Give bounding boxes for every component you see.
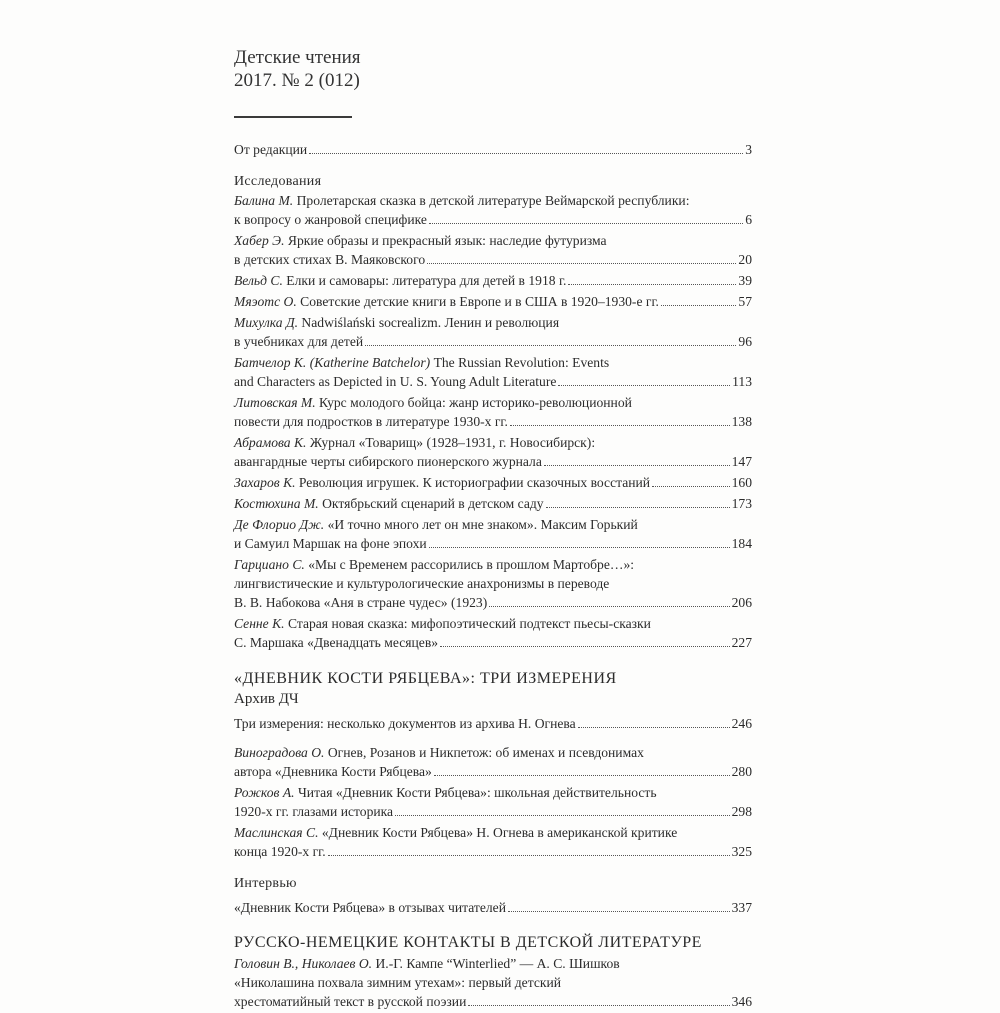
entry-title: Курс молодого бойца: жанр историко-революционной (319, 395, 632, 410)
dot-leader (652, 485, 730, 487)
entry-title: Читая «Дневник Кости Рябцева»: школьная действительность (297, 785, 657, 800)
toc-entry[interactable] (234, 313, 752, 351)
dot-leader (661, 304, 737, 306)
entry-author: Хабер Э. (234, 233, 285, 248)
dot-leader (508, 910, 730, 912)
page-number: 173 (731, 496, 752, 511)
dot-leader (578, 726, 730, 728)
page-number: 184 (731, 536, 752, 551)
entry-title: Яркие образы и прекрасный язык: наследие футуризма (287, 233, 607, 248)
entry-title: И.-Г. Кампе “Winterlied” — А. С. Шишков (375, 956, 620, 971)
page-number: 298 (731, 804, 752, 819)
entry-title: Nadwiślański socrealizm. Ленин и революция (301, 315, 560, 330)
entry-author: Литовская М. (234, 395, 316, 410)
entry-title-cont: авангардные черты сибирского пионерского журнала (234, 454, 542, 469)
entry-author: Батчелор К. (Katherine Batchelor) (234, 355, 431, 370)
entry-author: Маслинская С. (234, 825, 319, 840)
toc-entry-archive[interactable] (234, 714, 752, 733)
toc-entry[interactable] (234, 614, 752, 652)
dot-leader (328, 854, 730, 856)
entry-title-cont: в учебниках для детей (234, 334, 364, 349)
toc-entry[interactable] (234, 515, 752, 553)
entry-title: Октябрьский сценарий в детском саду (322, 496, 544, 511)
page-number: 6 (745, 212, 752, 227)
entry-author: Де Флорио Дж. (234, 517, 325, 532)
toc-entry[interactable] (234, 555, 752, 612)
entry-author: Рожков А. (234, 785, 295, 800)
section-heading-research: Исследования (234, 174, 322, 189)
entry-title-cont: в детских стихах В. Маяковского (234, 252, 426, 267)
dot-leader (544, 464, 730, 466)
entry-title-cont: and Characters as Depicted in U. S. Young Adult Literature (234, 374, 557, 389)
entry-title-cont: В. В. Набокова «Аня в стране чудес» (1923) (234, 595, 488, 610)
entry-title-cont: лингвистические и культурологические анахронизмы в переводе (234, 576, 610, 591)
entry-author: Балина М. (234, 193, 294, 208)
dot-leader (568, 283, 736, 285)
entry-author: Сенне К. (234, 616, 285, 631)
entry-author: Виноградова О. (234, 745, 325, 760)
toc-entry[interactable] (234, 473, 752, 492)
dot-leader (489, 605, 729, 607)
page-number: 39 (738, 273, 752, 288)
entry-author: Михулка Д. (234, 315, 299, 330)
dot-leader (546, 506, 730, 508)
entry-title-cont: и Самуил Маршак на фоне эпохи (234, 536, 427, 551)
entry-author: Костюхина М. (234, 496, 319, 511)
entry-title: «И точно много лет он мне знаком». Максим Горький (327, 517, 638, 532)
page-number: 96 (738, 334, 752, 349)
entry-author: Гарциано С. (234, 557, 305, 572)
dot-leader (440, 645, 730, 647)
entry-title: Революция игрушек. К историографии сказочных восстаний (298, 475, 651, 490)
toc-entry[interactable] (234, 271, 752, 290)
dot-leader (434, 774, 730, 776)
page-number: 147 (731, 454, 752, 469)
page-number: 246 (731, 716, 752, 731)
page-number: 280 (731, 764, 752, 779)
entry-title: Елки и самовары: литература для детей в 1918 г. (286, 273, 567, 288)
entry-title-cont: хрестоматийный текст в русской поэзии (234, 994, 467, 1009)
entry-title: Пролетарская сказка в детской литературе Веймарской республики: (296, 193, 690, 208)
journal-issue: 2017. № 2 (012) (234, 70, 360, 91)
dot-leader (429, 546, 730, 548)
entry-title-cont: конца 1920-х гг. (234, 844, 326, 859)
toc-entry[interactable] (234, 353, 752, 391)
section-heading-contacts: РУССКО-НЕМЕЦКИЕ КОНТАКТЫ В ДЕТСКОЙ ЛИТЕРАТУРЕ (234, 934, 702, 951)
page-number: 3 (745, 142, 752, 157)
section-heading-diary: «ДНЕВНИК КОСТИ РЯБЦЕВА»: ТРИ ИЗМЕРЕНИЯ (234, 670, 617, 687)
page-number: 346 (731, 994, 752, 1009)
toc-entry[interactable] (234, 231, 752, 269)
toc-entry[interactable] (234, 783, 752, 821)
journal-title: Детские чтения (234, 47, 361, 68)
dot-leader (365, 344, 736, 346)
entry-author: Головин В., Николаев О. (234, 956, 373, 971)
toc-entry-editorial[interactable] (234, 140, 752, 159)
subsection-heading-interview: Интервью (234, 876, 297, 891)
toc-entry-interview[interactable] (234, 898, 752, 917)
toc-entry[interactable] (234, 433, 752, 471)
page-number: 206 (731, 595, 752, 610)
page-number: 57 (738, 294, 752, 309)
entry-author: Вельд С. (234, 273, 283, 288)
entry-title-cont: автора «Дневника Кости Рябцева» (234, 764, 432, 779)
entry-title: Три измерения: несколько документов из архива Н. Огнева (234, 716, 576, 731)
page-number: 227 (731, 635, 752, 650)
toc-entry[interactable] (234, 393, 752, 431)
entry-title: Советские детские книги в Европе и в США в 1920–1930-е гг. (300, 294, 659, 309)
toc-entry[interactable] (234, 954, 752, 1011)
dot-leader (510, 424, 730, 426)
page-number: 337 (731, 900, 752, 915)
entry-title-cont: «Николашина похвала зимним утехам»: первый детский (234, 975, 562, 990)
dot-leader (468, 1004, 729, 1006)
entry-title-cont: 1920-х гг. глазами историка (234, 804, 394, 819)
dot-leader (309, 152, 743, 154)
page-number: 325 (731, 844, 752, 859)
entry-title: «Мы с Временем рассорились в прошлом Мартобре…»: (308, 557, 635, 572)
dot-leader (427, 262, 736, 264)
entry-title-cont: к вопросу о жанровой специфике (234, 212, 427, 227)
entry-title-cont: повести для подростков в литературе 1930-х гг. (234, 414, 508, 429)
entry-author: Захаров К. (234, 475, 296, 490)
dot-leader (558, 384, 730, 386)
toc-entry[interactable] (234, 743, 752, 781)
dot-leader (395, 814, 730, 816)
page-number: 160 (731, 475, 752, 490)
dot-leader (429, 222, 743, 224)
toc-entry[interactable] (234, 823, 752, 861)
entry-title: Старая новая сказка: мифопоэтический подтекст пьесы-сказки (287, 616, 651, 631)
entry-title: Огнев, Розанов и Никпетож: об именах и псевдонимах (327, 745, 644, 760)
entry-title-cont: С. Маршака «Двенадцать месяцев» (234, 635, 439, 650)
header-divider (234, 116, 352, 118)
page-number: 20 (738, 252, 752, 267)
page-number: 138 (731, 414, 752, 429)
toc-entry[interactable] (234, 191, 752, 229)
toc-entry[interactable] (234, 494, 752, 513)
entry-title: «Дневник Кости Рябцева» в отзывах читателей (234, 900, 506, 915)
subsection-heading-archive: Архив ДЧ (234, 691, 299, 707)
entry-title: The Russian Revolution: Events (433, 355, 610, 370)
entry-title: Журнал «Товарищ» (1928–1931, г. Новосибирск): (309, 435, 596, 450)
table-of-contents (234, 140, 752, 1013)
entry-author: Абрамова К. (234, 435, 307, 450)
entry-title: От редакции (234, 142, 308, 157)
entry-author: Мяэотс О. (234, 294, 297, 309)
page-number: 113 (732, 374, 752, 389)
toc-entry[interactable] (234, 292, 752, 311)
journal-header (234, 46, 361, 92)
entry-title: «Дневник Кости Рябцева» Н. Огнева в американской критике (321, 825, 678, 840)
